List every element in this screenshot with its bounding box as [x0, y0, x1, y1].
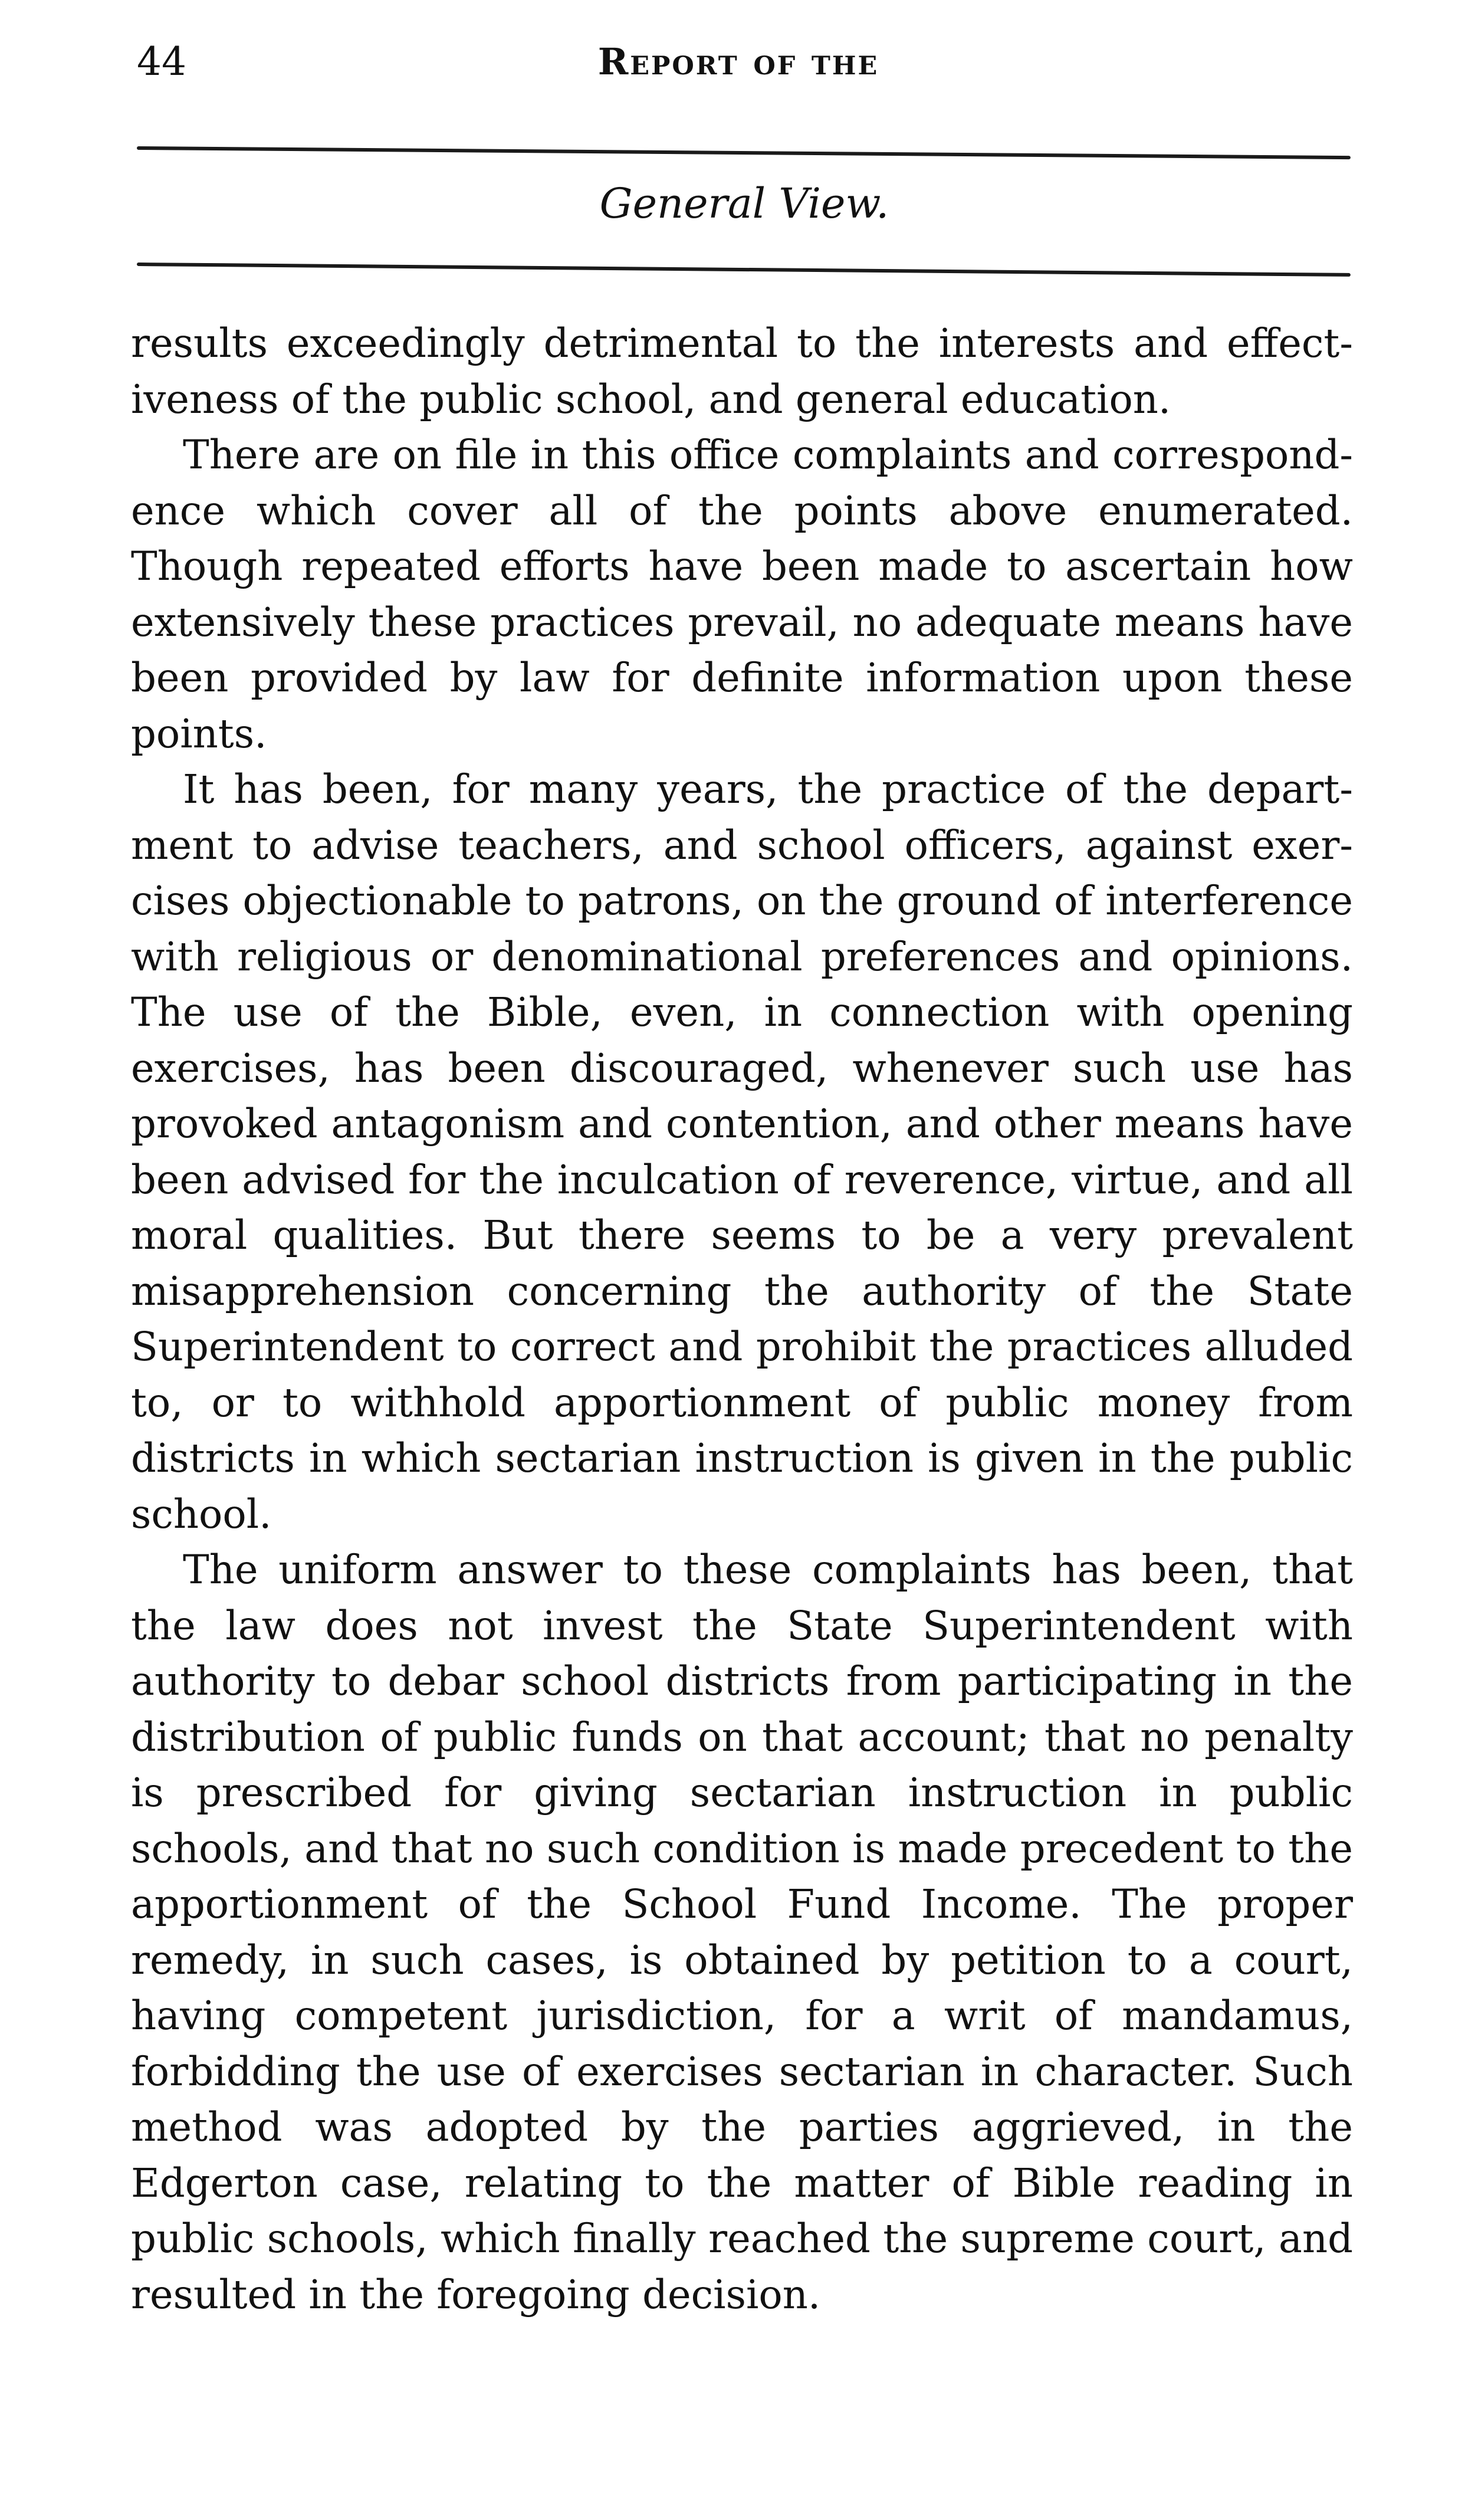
header-rule-bottom [137, 262, 1351, 277]
paragraph-continuation: results exceedingly detrimental to the interests and effectiveness of the public school, and general education. [131, 320, 1353, 422]
section-title: General View. [599, 179, 889, 228]
body-text [131, 316, 1353, 2322]
paragraph-uniform-answer: The uniform answer to these complaints has been, that the law does not invest the State Superintendent with authority to debar school districts from participating in the distribution of public funds on that account; that no penalty is prescribed for giving sectarian instruction in public schools, and that no such condition is made precedent to the apportionment of the School Fund Income. The proper remedy, in such cases, is obtained by petition to a court, having competent jurisdiction, for a writ of mandamus, forbidding the use of exercises sectarian in character. Such method was adopted by the parties aggrieved, in the Edgerton case, relating to the matter of Bible reading in public schools, which finally reached the supreme court, and resulted in the foregoing decision. [131, 1547, 1353, 2318]
paragraph-complaints-on-file: There are on file in this office complaints and correspondence which cover all of the points above enumerated. Though repeated efforts have been made to ascertain how extensively these practices prevail, no adequate means have been provided by law for definite information upon these points. [131, 432, 1353, 757]
running-head: Report of the [597, 40, 879, 83]
page-number: 44 [137, 39, 186, 84]
paragraph-department-practice: It has been, for many years, the practice of the department to advise teachers, and school officers, against exercises objectionable to patrons, on the ground of interference with religious or denominational preferences and opinions. The use of the Bible, even, in connection with opening exercises, has been discouraged, whenever such use has provoked antagonism and contention, and other means have been advised for the inculcation of reverence, virtue, and all moral qualities. But there seems to be a very prevalent misapprehension concerning the authority of the State Superintendent to correct and prohibit the practices alluded to, or to withhold apportionment of public money from districts in which sectarian instruction is given in the public school. [131, 766, 1353, 1537]
header-rule-top [137, 146, 1351, 159]
